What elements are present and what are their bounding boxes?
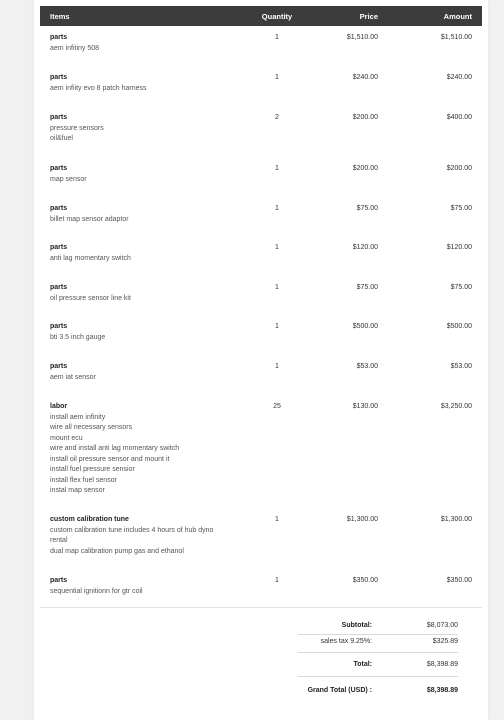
amount-cell: $240.00 [446,74,472,81]
quantity-cell: 25 [273,403,281,410]
item-description-line: install oil pressure sensor and mount it [50,455,170,463]
item-description-line: aem iat sensor [50,373,96,381]
item-title: parts [50,205,68,212]
subtotal-value: $8,073.00 [426,622,458,629]
quantity-cell: 1 [275,244,279,251]
item-description-line: map sensor [50,175,87,183]
price-cell: $1,510.00 [346,34,378,41]
item-cell [50,322,260,343]
item-description-line: mount ecu [50,434,83,442]
item-description-line: pressure sensors [50,124,104,132]
table-header [40,6,482,26]
item-cell [50,204,260,225]
header-quantity: Quantity [261,12,293,21]
item-description-line: install flex fuel sensor [50,476,117,484]
item-description-line: dual map calibration pump gas and ethanol [50,547,184,555]
item-cell [50,113,260,145]
totals-divider [40,607,482,608]
invoice-sheet [34,0,488,720]
item-title: parts [50,34,68,41]
item-description-line: billet map sensor adaptor [50,215,129,223]
tax-value: $325.89 [432,638,458,645]
item-cell [50,515,260,557]
quantity-cell: 1 [275,577,279,584]
item-title: labor [50,403,68,410]
price-cell: $75.00 [356,205,378,212]
item-title: custom calibration tune [50,516,129,523]
amount-cell: $200.00 [446,165,472,172]
header-amount: Amount [443,12,472,21]
item-description-line: rental [50,537,68,544]
price-cell: $350.00 [352,577,378,584]
item-cell [50,362,260,383]
amount-cell: $1,300.00 [440,516,472,523]
item-description-line: sequential ignitionn for gtr coil [50,587,143,595]
item-title: parts [50,363,68,370]
item-description-line: instal map sensor [50,487,105,494]
item-description-line: wire all necessary sensors [50,424,133,431]
total-underline [298,676,458,677]
subtotal-underline [298,634,458,635]
price-cell: $240.00 [352,74,378,81]
grand-total-value: $8,398.89 [426,687,458,694]
item-title: parts [50,244,68,251]
item-description-line: aem infitiny 508 [50,44,100,52]
price-cell: $500.00 [352,323,378,330]
quantity-cell: 1 [275,205,279,212]
amount-cell: $75.00 [450,205,472,212]
price-cell: $130.00 [352,403,378,410]
item-description-line: install fuel pressure sensior [50,466,135,473]
quantity-cell: 1 [275,74,279,81]
item-description-line: aem infiity evo 8 patch harness [50,84,147,92]
total-value: $8,398.89 [426,661,458,668]
quantity-cell: 1 [275,363,279,370]
price-cell: $1,300.00 [346,516,378,523]
amount-cell: $1,510.00 [440,34,472,41]
amount-cell: $350.00 [446,577,472,584]
item-cell [50,33,260,54]
item-title: parts [50,284,68,291]
price-cell: $53.00 [356,363,378,370]
amount-cell: $53.00 [450,363,472,370]
header-price: Price [359,12,378,21]
item-title: parts [50,165,68,172]
header-items: Items [50,12,70,21]
item-description-line: oil&fuel [50,135,73,142]
item-description-line: install aem infinity [50,413,106,421]
item-cell [50,283,260,304]
grand-total-label: Grand Total (USD) : [307,687,372,694]
amount-cell: $500.00 [446,323,472,330]
quantity-cell: 1 [275,34,279,41]
item-description-line: bti 3.5 inch gauge [50,333,106,341]
quantity-cell: 1 [275,284,279,291]
amount-cell: $400.00 [446,114,472,121]
item-description-line: anti lag momentary switch [50,254,131,262]
price-cell: $200.00 [352,114,378,121]
item-title: parts [50,74,68,81]
amount-cell: $3,250.00 [440,403,472,410]
price-cell: $200.00 [352,165,378,172]
item-cell [50,402,260,497]
item-title: parts [50,323,68,330]
price-cell: $120.00 [352,244,378,251]
subtotal-label: Subtotal: [341,622,372,629]
item-title: parts [50,577,68,584]
item-cell [50,576,260,597]
quantity-cell: 1 [275,516,279,523]
quantity-cell: 1 [275,323,279,330]
item-cell [50,243,260,264]
item-cell [50,73,260,94]
item-cell [50,164,260,185]
item-title: parts [50,114,68,121]
total-label: Total: [353,661,372,668]
item-description-line: custom calibration tune includes 4 hours of hub dyno [50,526,214,534]
amount-cell: $75.00 [450,284,472,291]
item-description-line: wire and install anti lag momentary switch [50,445,180,452]
quantity-cell: 2 [275,114,279,121]
amount-cell: $120.00 [446,244,472,251]
tax-label: sales tax 9.25%: [320,638,372,645]
price-cell: $75.00 [356,284,378,291]
item-description-line: oil pressure sensor line kit [50,294,131,302]
quantity-cell: 1 [275,165,279,172]
tax-underline [298,652,458,653]
